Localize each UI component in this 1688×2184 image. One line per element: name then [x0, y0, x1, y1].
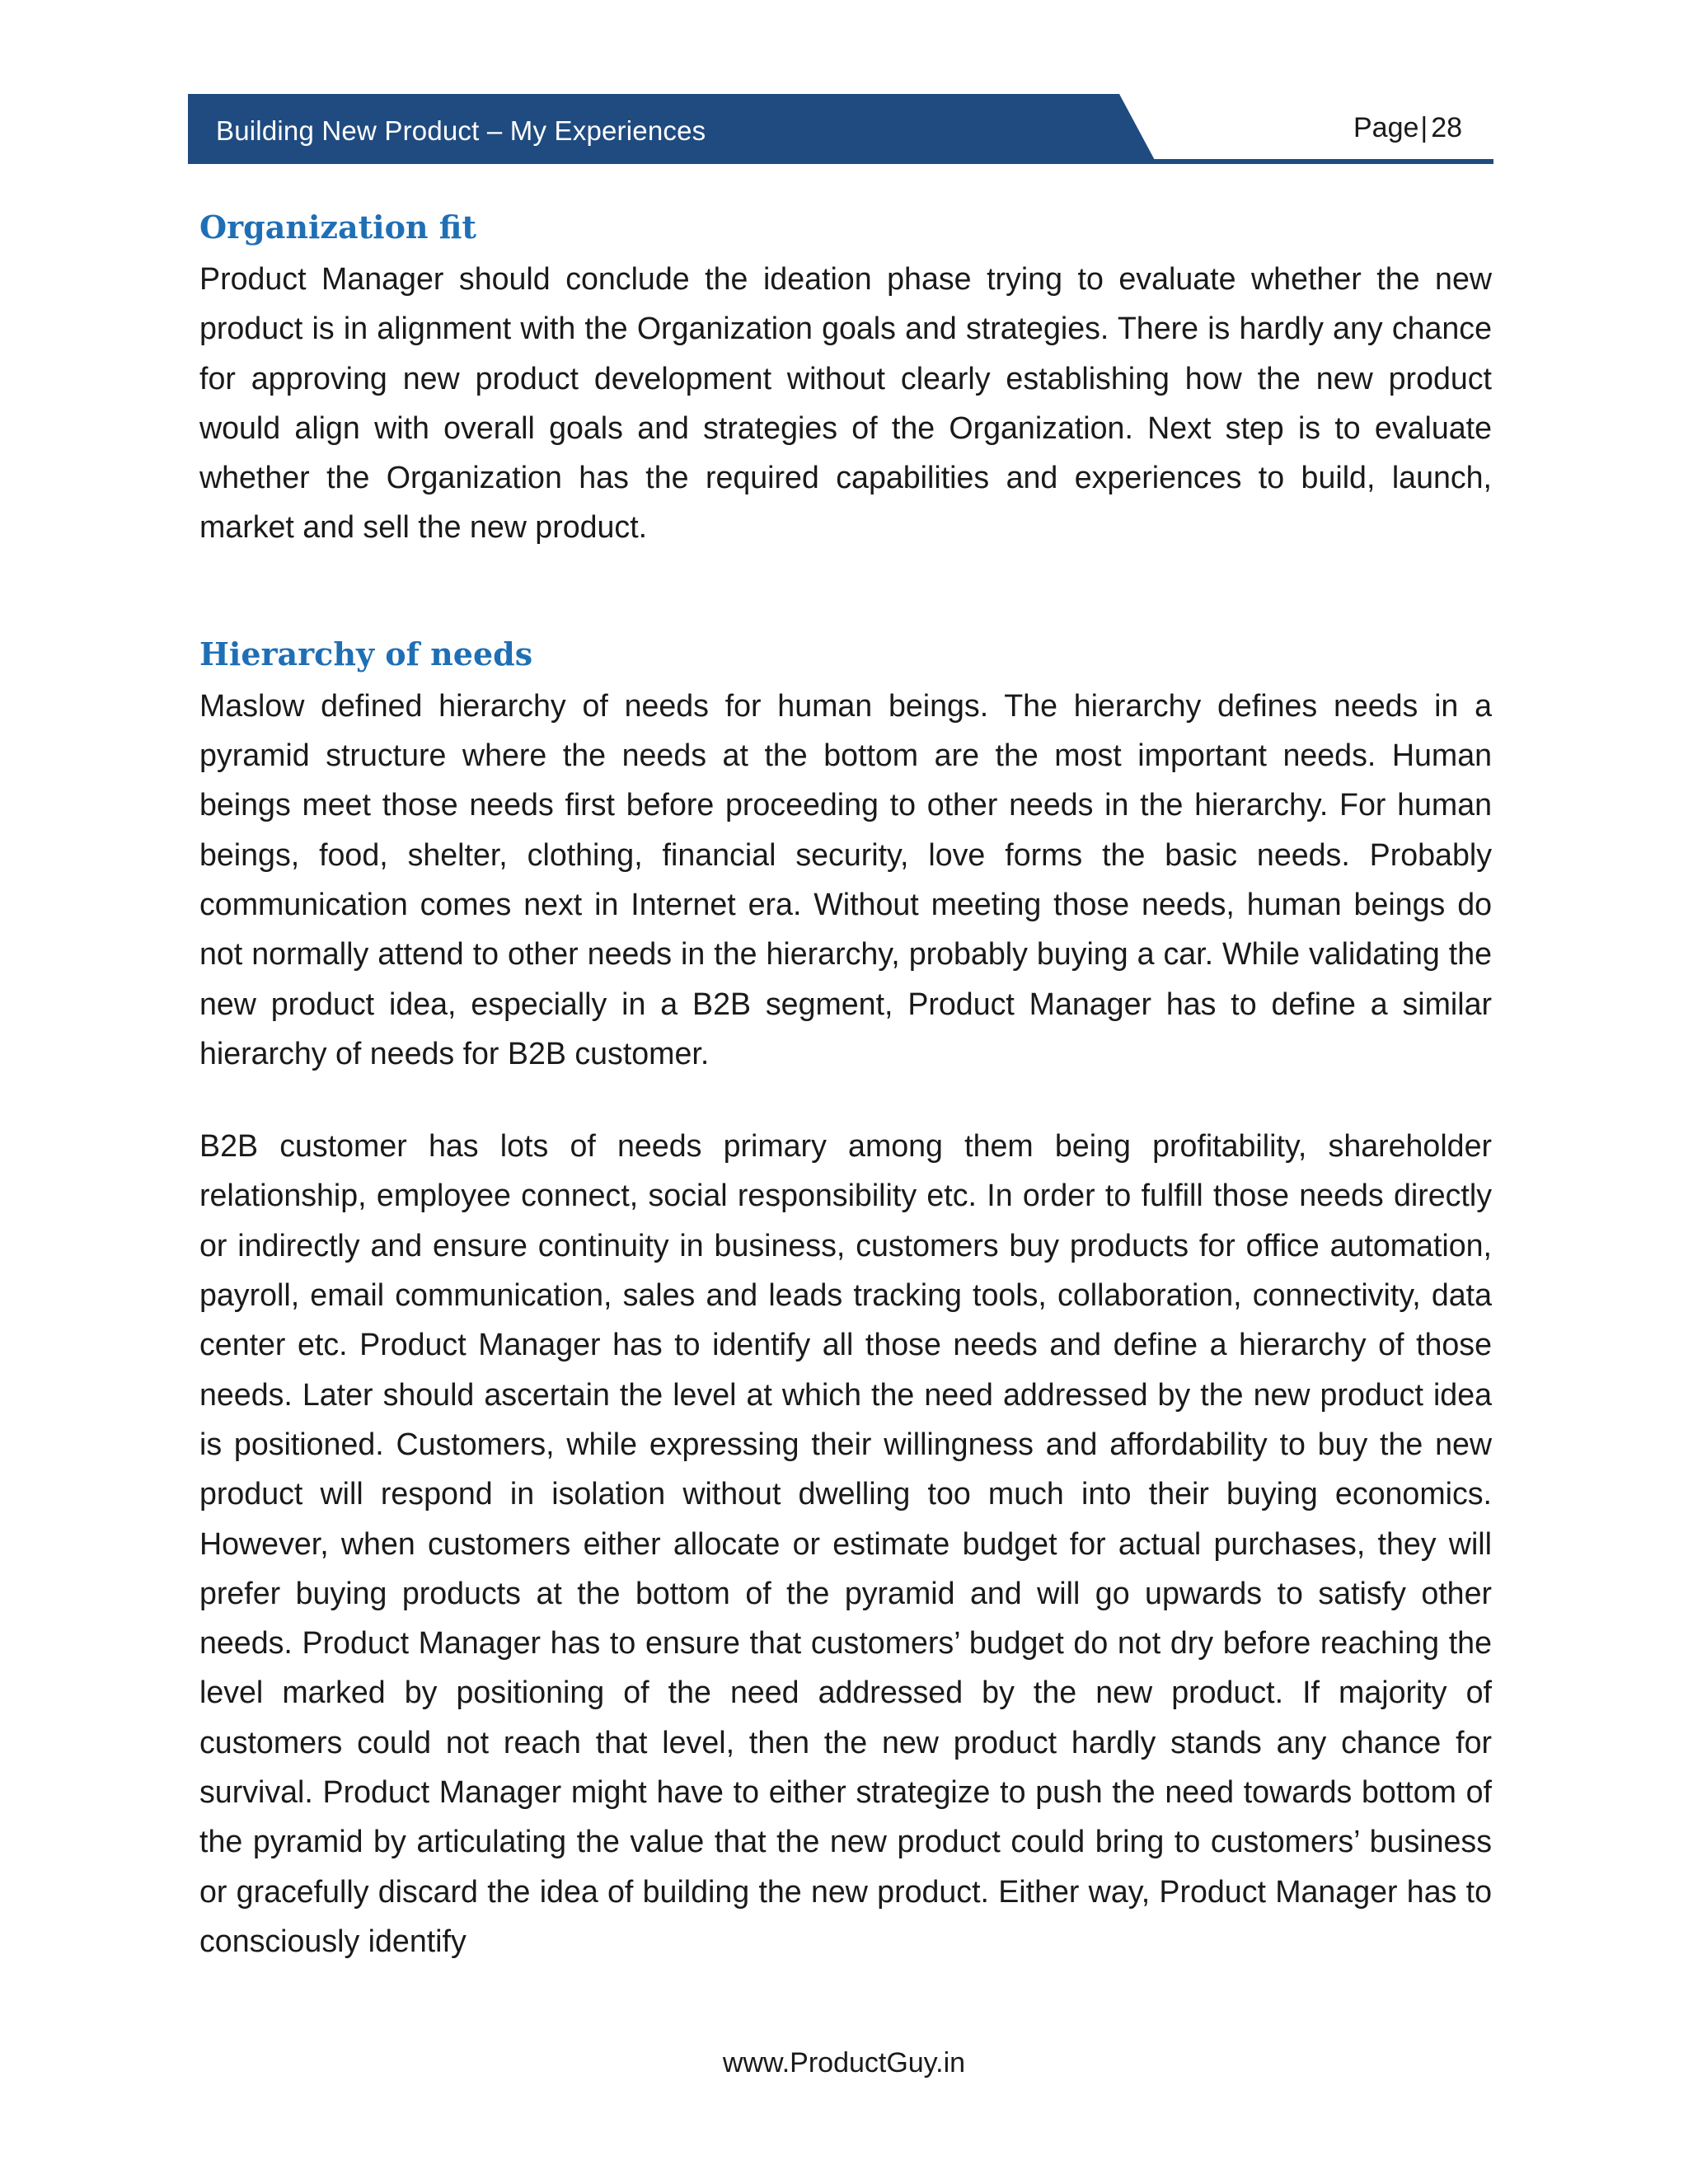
footer-website: www.ProductGuy.in	[722, 2047, 966, 2079]
header-underline	[188, 159, 1493, 164]
paragraph: Product Manager should conclude the ideation phase trying to evaluate whether the new product is in alignment with the Organization goals and strategies. There is hardly any chance for approving new product development without clearly establishing how the new product would align with overall goals and strategies of the Organization. Next step is to evaluate whether the Organization has the required capabilities and experiences to build, launch, market and sell the new product.	[199, 261, 1492, 545]
paragraph: B2B customer has lots of needs primary among them being profitability, shareholder relationship, employee connect, social responsibility etc. In order to fulfill those needs directly or indirectly and ensure continuity in business, customers buy products for office automation, payroll, email communication, sales and leads tracking tools, collaboration, connectivity, data center etc. Product Manager has to identify all those needs and define a hierarchy of those needs. Later should ascertain the level at which the need addressed by the new product idea is positioned. Customers, while expressing their willingness and affordability to buy the new product will respond in isolation without dwelling too much into their buying economics. However, when customers either allocate or estimate budget for actual purchases, they will prefer buying products at the bottom of the pyramid and will go upwards to satisfy other needs. Product Manager has to ensure that customers’ budget do not dry before reaching the level marked by positioning of the need addressed by the new product. If majority of customers could not reach that level, then the new product hardly stands any chance for survival. Product Manager might have to either strategize to push the need towards bottom of the pyramid by articulating the value that the new product could bring to customers’ business or gracefully discard the idea of building the new product. Either way, Product Manager has to consciously identify	[199, 1128, 1492, 1958]
paragraph: Maslow defined hierarchy of needs for human beings. The hierarchy defines needs in a pyramid structure where the needs at the bottom are the most important needs. Human beings meet those needs first before proceeding to other needs in the hierarchy. For human beings, food, shelter, clothing, financial security, love forms the basic needs. Probably communication comes next in Internet era. Without meeting those needs, human beings do not normally attend to other needs in the hierarchy, probably buying a car. While validating the new product idea, especially in a B2B segment, Product Manager has to define a similar hierarchy of needs for B2B customer.	[199, 687, 1492, 1071]
section-hierarchy-of-needs	[199, 628, 1492, 1966]
page-number-label	[1353, 112, 1462, 144]
page-body	[199, 201, 1492, 1966]
page-label: Page	[1353, 112, 1419, 143]
book-title: Building New Product – My Experiences	[216, 115, 706, 146]
section-heading: Organization fit	[199, 209, 476, 246]
section-organization-fit	[199, 201, 1492, 552]
page-header	[0, 0, 1688, 181]
page-number: 28	[1431, 112, 1463, 143]
page-separator: |	[1420, 112, 1428, 143]
section-heading: Hierarchy of needs	[199, 635, 533, 673]
